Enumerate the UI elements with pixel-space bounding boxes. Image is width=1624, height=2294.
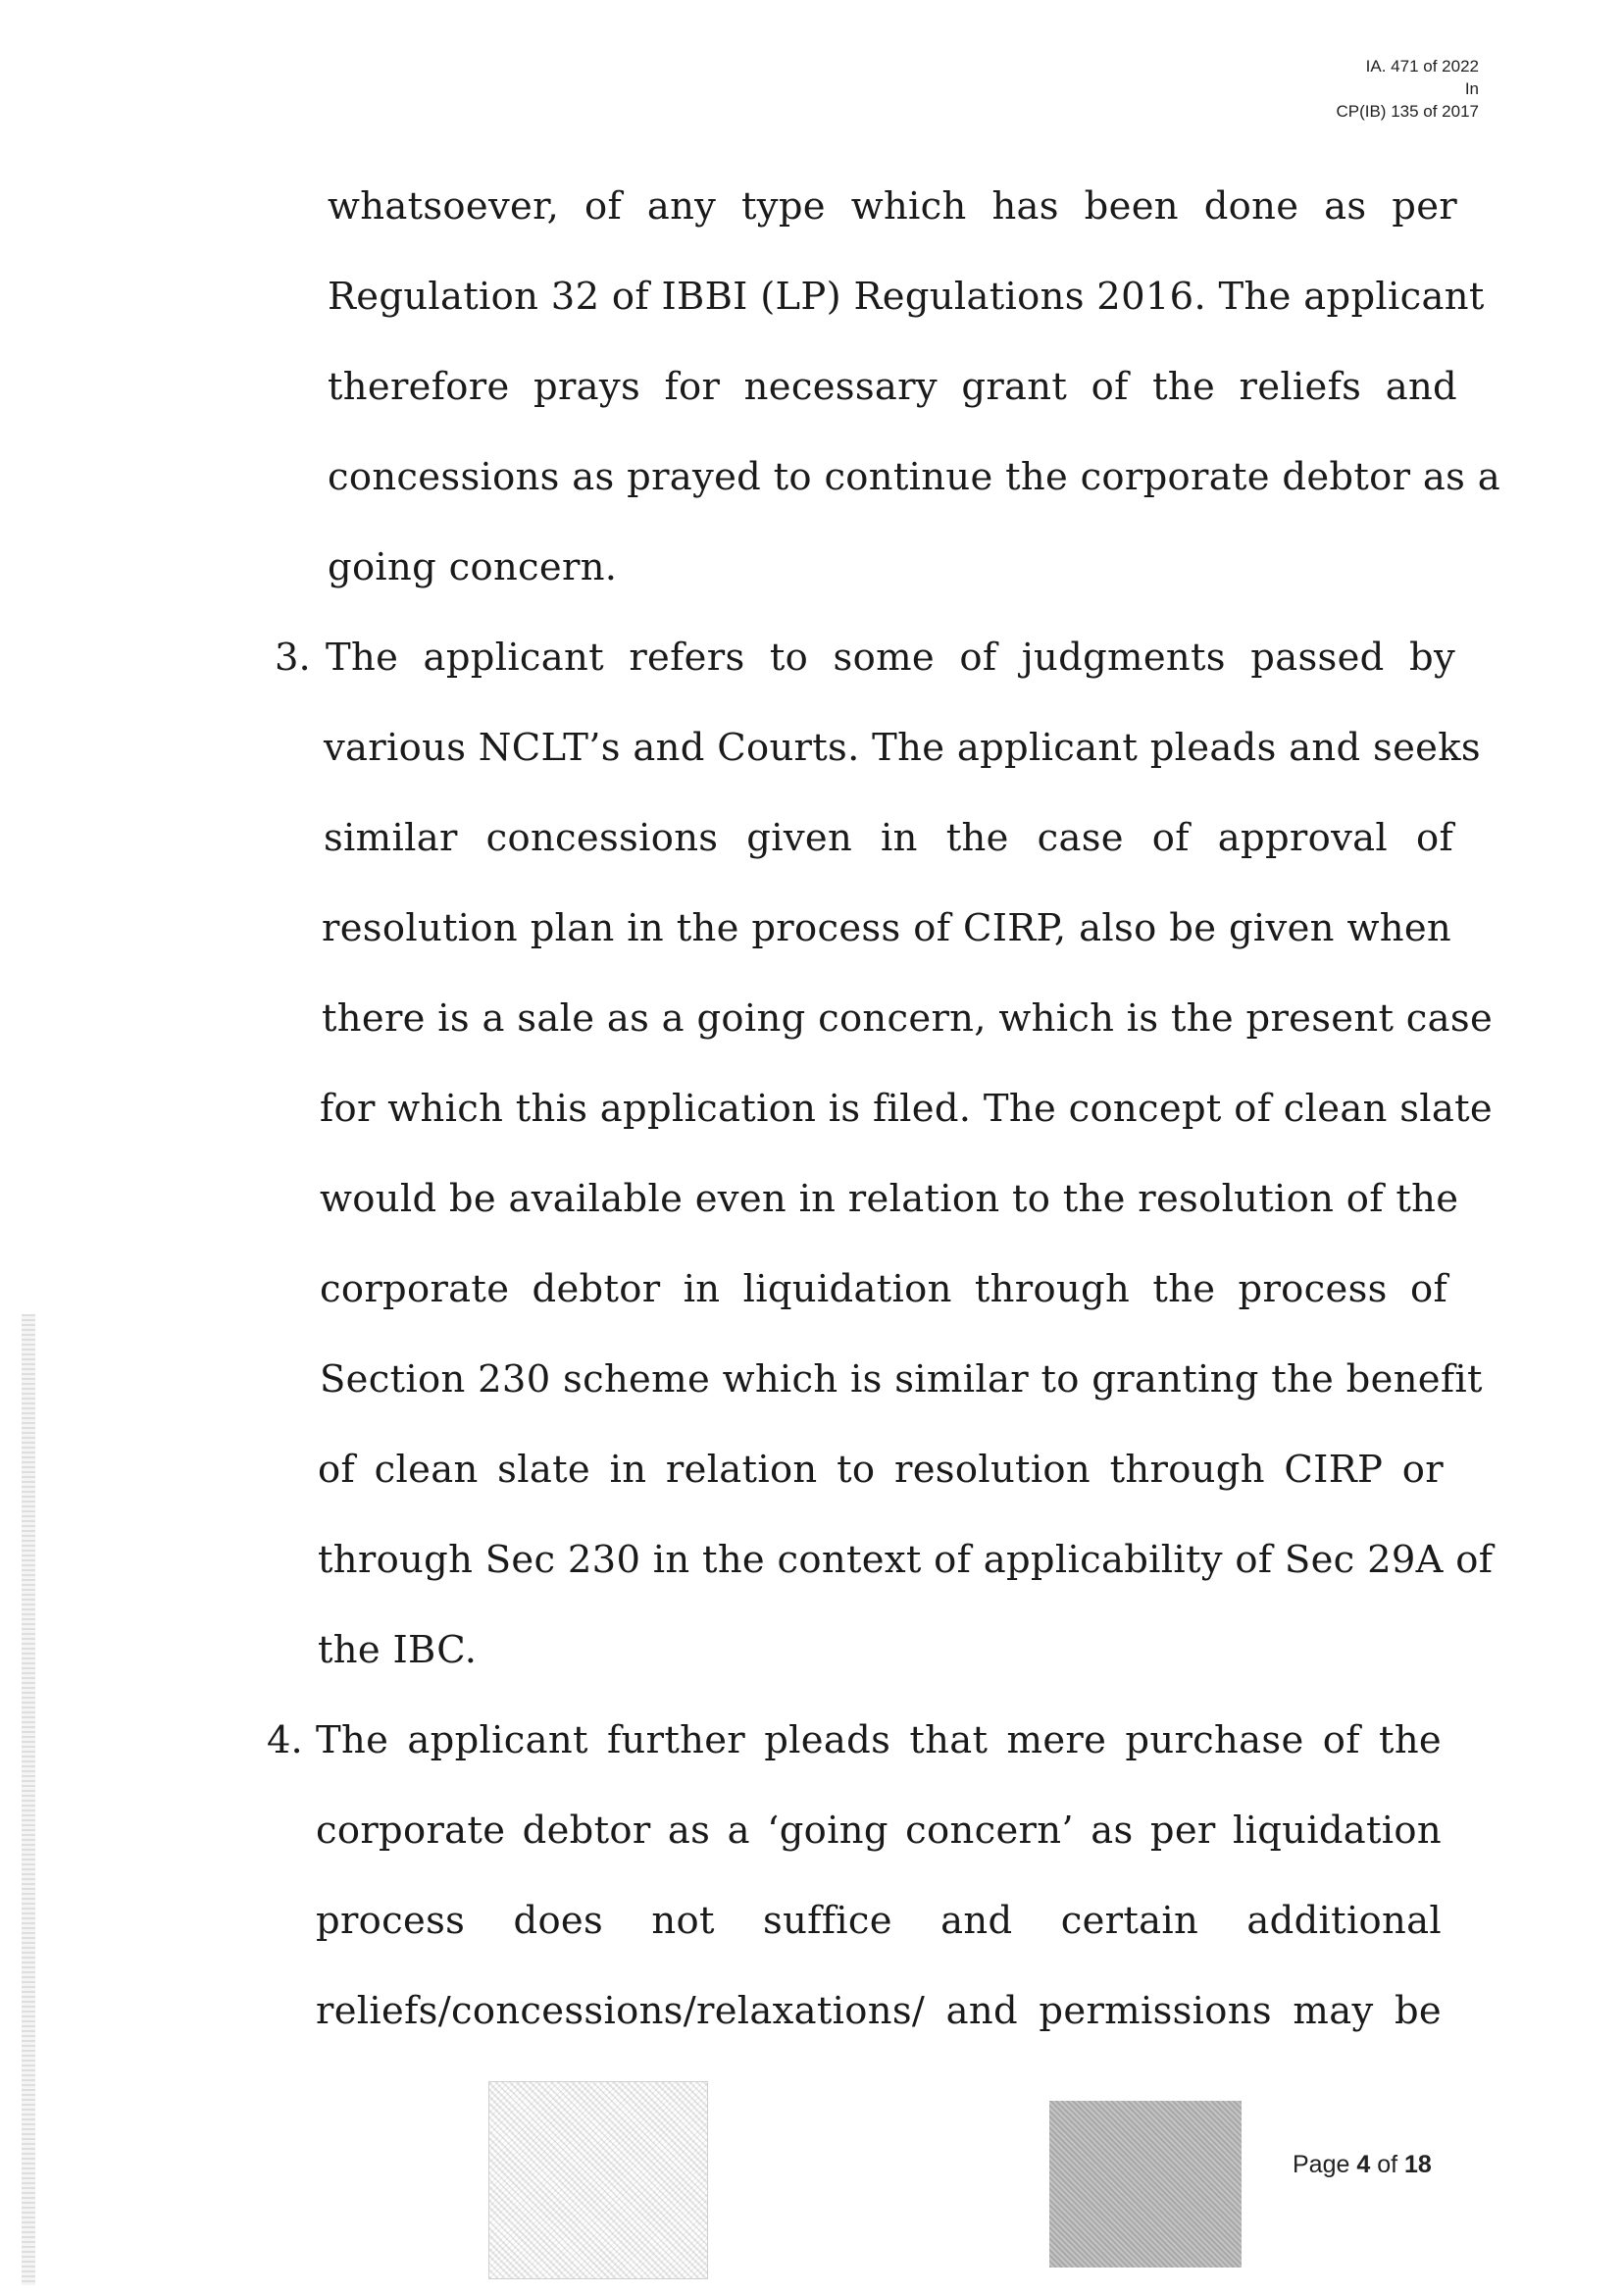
text-line: The applicant refers to some of judgments passed by [326, 636, 1455, 680]
page-mid: of [1370, 2151, 1404, 2178]
text-line: concessions as prayed to continue the corporate debtor as a [328, 455, 1500, 499]
item-number: 4. [267, 1718, 303, 1762]
item-number: 3. [275, 636, 311, 680]
page-total: 18 [1404, 2151, 1432, 2178]
case-reference-in: In [1464, 79, 1479, 98]
text-line: process does not suffice and certain additional [316, 1899, 1442, 1943]
text-line: various NCLT’s and Courts. The applicant pleads and seeks [324, 726, 1481, 770]
text-line: therefore prays for necessary grant of the reliefs and [328, 365, 1457, 409]
text-line: reliefs/concessions/relaxations/ and permissions may be [316, 1989, 1442, 2033]
case-reference [1336, 55, 1479, 123]
text-line: similar concessions given in the case of approval of [324, 816, 1453, 860]
text-line: there is a sale as a going concern, which is the present case [322, 996, 1494, 1041]
text-line: corporate debtor in liquidation through the process of [320, 1267, 1447, 1311]
signature-stamp-image [1049, 2101, 1242, 2268]
page-number [1293, 2151, 1432, 2179]
text-line: Regulation 32 of IBBI (LP) Regulations 2016. The applicant [328, 275, 1485, 319]
case-reference-ia: IA. 471 of 2022 [1365, 57, 1479, 76]
text-line: would be available even in relation to the resolution of the [320, 1177, 1459, 1221]
page-current: 4 [1356, 2151, 1371, 2178]
page-prefix: Page [1293, 2151, 1357, 2178]
text-line: Section 230 scheme which is similar to granting the benefit [320, 1357, 1483, 1402]
seal-stamp-image [488, 2081, 708, 2279]
case-reference-cp: CP(IB) 135 of 2017 [1336, 102, 1479, 121]
text-line: whatsoever, of any type which has been done as per [328, 184, 1457, 229]
text-line: The applicant further pleads that mere purchase of the [316, 1718, 1442, 1762]
text-line: resolution plan in the process of CIRP, also be given when [322, 906, 1451, 950]
text-line: for which this application is filed. The concept of clean slate [320, 1087, 1494, 1131]
text-line: of clean slate in relation to resolution through CIRP or [318, 1448, 1444, 1492]
text-line: corporate debtor as a ‘going concern’ as per liquidation [316, 1809, 1442, 1853]
text-line: the IBC. [318, 1628, 478, 1672]
text-line: going concern. [328, 545, 618, 589]
text-line: through Sec 230 in the context of applicability of Sec 29A of [318, 1538, 1494, 1582]
scan-edge-artifact [22, 1314, 35, 2285]
